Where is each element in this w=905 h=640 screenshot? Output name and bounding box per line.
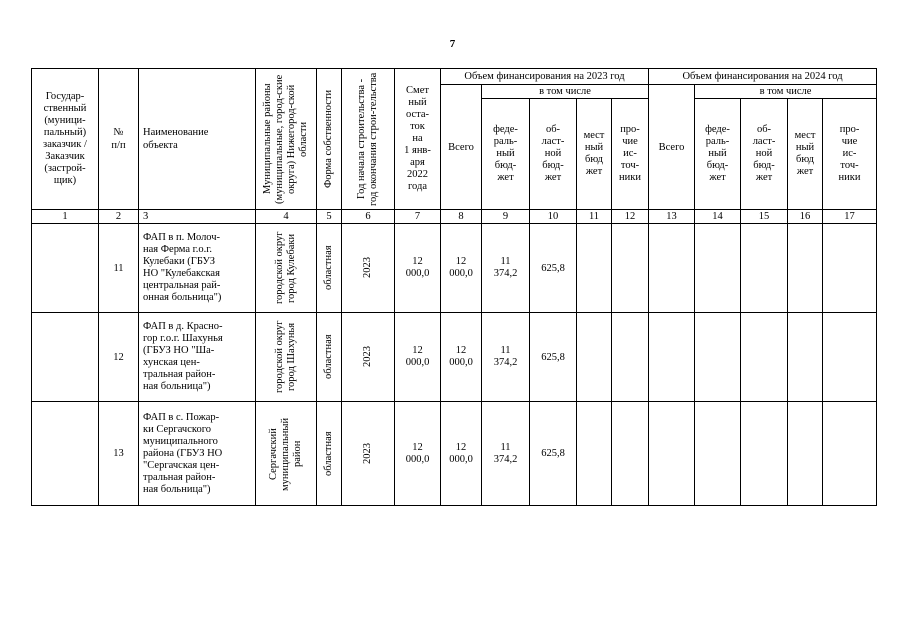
- cell-other-2024: [823, 313, 877, 402]
- header-federal-2023: феде- раль- ный бюд- жет: [482, 99, 530, 210]
- table-row: [32, 402, 877, 506]
- header-funding-2023: Объем финансирования на 2023 год: [441, 69, 649, 85]
- header-including-2024: в том числе: [695, 85, 877, 99]
- cell-local-2024: [788, 224, 823, 313]
- cell-regional-2024: [741, 224, 788, 313]
- cell-local-2024: [788, 313, 823, 402]
- cell-total-2023: 12 000,0: [441, 402, 482, 506]
- cell-other-2023: [612, 224, 649, 313]
- column-number: 17: [823, 210, 877, 224]
- column-number: 4: [256, 210, 317, 224]
- cell-regional-2024: [741, 402, 788, 506]
- header-years: Год начала строительства - год окончания строи-тельства: [342, 69, 395, 210]
- cell-object-name: ФАП в д. Красно- гор г.о.г. Шахунья (ГБУЗ НО "Ша- хунская цен- тральная район- ная больница"): [139, 313, 256, 402]
- column-number: 13: [649, 210, 695, 224]
- investment-table: [31, 68, 877, 506]
- cell-object-name: ФАП в п. Молоч- ная Ферма г.о.г. Кулебаки (ГБУЗ НО "Кулебакская центральная рай- онная больница"): [139, 224, 256, 313]
- header-regional-2023: об- ласт- ной бюд- жет: [530, 99, 577, 210]
- cell-total-2023: 12 000,0: [441, 313, 482, 402]
- cell-local-2023: [577, 313, 612, 402]
- cell-local-2023: [577, 224, 612, 313]
- cell-balance: 12 000,0: [395, 224, 441, 313]
- cell-balance: 12 000,0: [395, 402, 441, 506]
- cell-customer: [32, 313, 99, 402]
- column-number: 7: [395, 210, 441, 224]
- cell-federal-2023: 11 374,2: [482, 402, 530, 506]
- cell-local-2023: [577, 402, 612, 506]
- header-total-2023: Всего: [441, 85, 482, 210]
- cell-other-2023: [612, 402, 649, 506]
- cell-regional-2023: 625,8: [530, 224, 577, 313]
- cell-total-2023: 12 000,0: [441, 224, 482, 313]
- table-row: [32, 224, 877, 313]
- cell-customer: [32, 402, 99, 506]
- column-number: 1: [32, 210, 99, 224]
- column-number: 2: [99, 210, 139, 224]
- header-estimated-balance: Смет ный оста- ток на 1 янв- аря 2022 года: [395, 69, 441, 210]
- cell-local-2024: [788, 402, 823, 506]
- column-number: 16: [788, 210, 823, 224]
- column-number: 14: [695, 210, 741, 224]
- header-local-2024: мест ный бюд жет: [788, 99, 823, 210]
- cell-number: 11: [99, 224, 139, 313]
- column-number: 15: [741, 210, 788, 224]
- cell-number: 12: [99, 313, 139, 402]
- cell-federal-2024: [695, 224, 741, 313]
- header-other-2023: про- чие ис- точ- ники: [612, 99, 649, 210]
- header-ownership: Форма собственности: [317, 69, 342, 210]
- cell-district: городской округ город Шахунья: [256, 313, 317, 402]
- column-number: 8: [441, 210, 482, 224]
- header-funding-2024: Объем финансирования на 2024 год: [649, 69, 877, 85]
- cell-total-2024: [649, 224, 695, 313]
- column-number: 3: [139, 210, 256, 224]
- header-object-name: Наименование объекта: [139, 69, 256, 210]
- cell-other-2024: [823, 224, 877, 313]
- cell-years: 2023: [342, 402, 395, 506]
- cell-regional-2023: 625,8: [530, 402, 577, 506]
- cell-object-name: ФАП в с. Пожар- ки Сергачского муниципального района (ГБУЗ НО "Сергачская цен- тральная район- ная больница"): [139, 402, 256, 506]
- cell-years: 2023: [342, 313, 395, 402]
- cell-ownership: областная: [317, 224, 342, 313]
- cell-other-2024: [823, 402, 877, 506]
- header-other-2024: про- чие ис- точ- ники: [823, 99, 877, 210]
- column-number: 6: [342, 210, 395, 224]
- cell-federal-2024: [695, 402, 741, 506]
- cell-number: 13: [99, 402, 139, 506]
- header-total-2024: Всего: [649, 85, 695, 210]
- cell-other-2023: [612, 313, 649, 402]
- cell-ownership: областная: [317, 402, 342, 506]
- column-number: 5: [317, 210, 342, 224]
- header-including-2023: в том числе: [482, 85, 649, 99]
- cell-federal-2024: [695, 313, 741, 402]
- header-districts: Муниципальные районы (муниципальные, город-ские округа) Нижегород-ской области: [256, 69, 317, 210]
- cell-regional-2023: 625,8: [530, 313, 577, 402]
- cell-total-2024: [649, 313, 695, 402]
- cell-regional-2024: [741, 313, 788, 402]
- cell-ownership: областная: [317, 313, 342, 402]
- cell-years: 2023: [342, 224, 395, 313]
- cell-total-2024: [649, 402, 695, 506]
- page-number: 7: [449, 38, 456, 50]
- column-number: 9: [482, 210, 530, 224]
- cell-district: Сергачский муниципальный район: [256, 402, 317, 506]
- cell-district: городской округ город Кулебаки: [256, 224, 317, 313]
- column-number: 11: [577, 210, 612, 224]
- header-number: № п/п: [99, 69, 139, 210]
- header-federal-2024: феде- раль- ный бюд- жет: [695, 99, 741, 210]
- table-row: [32, 313, 877, 402]
- column-number: 12: [612, 210, 649, 224]
- header-customer: Государ- ственный (муници- пальный) заказчик / Заказчик (застрой- щик): [32, 69, 99, 210]
- cell-federal-2023: 11 374,2: [482, 224, 530, 313]
- column-number: 10: [530, 210, 577, 224]
- header-regional-2024: об- ласт- ной бюд- жет: [741, 99, 788, 210]
- cell-federal-2023: 11 374,2: [482, 313, 530, 402]
- header-local-2023: мест ный бюд жет: [577, 99, 612, 210]
- cell-balance: 12 000,0: [395, 313, 441, 402]
- cell-customer: [32, 224, 99, 313]
- column-numbers-row: [32, 210, 877, 224]
